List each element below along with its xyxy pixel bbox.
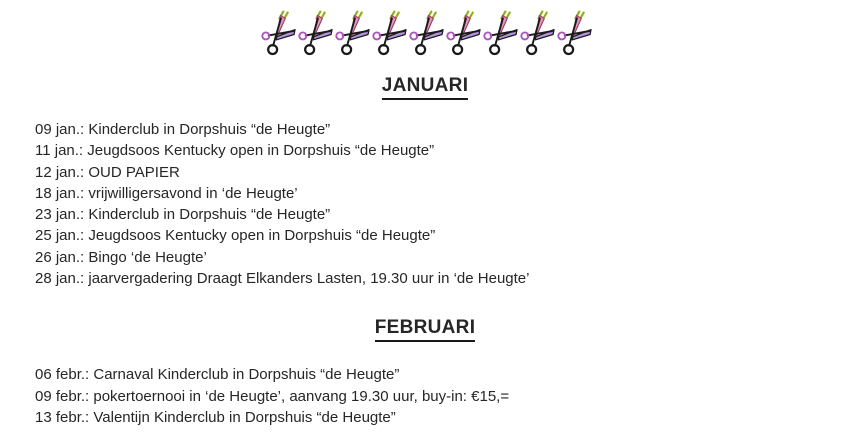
scissors-icon — [518, 8, 555, 58]
event-line: 13 febr.: Valentijn Kinderclub in Dorpshuis “de Heugte” — [35, 408, 396, 426]
scissors-icon — [296, 8, 333, 58]
month-heading-februari — [0, 317, 850, 342]
scissors-icon — [333, 8, 370, 58]
event-line: 06 febr.: Carnaval Kinderclub in Dorpshuis “de Heugte” — [35, 366, 400, 384]
scissors-icon — [481, 8, 518, 58]
scissors-icon — [444, 8, 481, 58]
scissors-icon — [407, 8, 444, 58]
event-line: 09 febr.: pokertoernooi in ‘de Heugte’, aanvang 19.30 uur, buy-in: €15,= — [35, 387, 510, 405]
month-heading-januari — [0, 75, 850, 100]
event-line: 12 jan.: OUD PAPIER — [35, 163, 180, 181]
month-title: JANUARI — [382, 75, 469, 100]
event-line: 25 jan.: Jeugdsoos Kentucky open in Dorpshuis “de Heugte” — [35, 227, 436, 245]
event-line: 26 jan.: Bingo ‘de Heugte’ — [35, 248, 207, 266]
event-line: 18 jan.: vrijwilligersavond in ‘de Heugte’ — [35, 184, 298, 202]
month-title: FEBRUARI — [375, 317, 476, 342]
event-line: 23 jan.: Kinderclub in Dorpshuis “de Heugte” — [35, 206, 331, 224]
scissors-row — [0, 0, 850, 62]
event-list-januari — [0, 119, 850, 289]
scissors-icon — [259, 8, 296, 58]
event-list-februari — [0, 364, 850, 428]
event-line: 28 jan.: jaarvergadering Draagt Elkanders Lasten, 19.30 uur in ‘de Heugte’ — [35, 270, 530, 288]
scissors-icon — [555, 8, 592, 58]
event-line: 11 jan.: Jeugdsoos Kentucky open in Dorpshuis “de Heugte” — [35, 142, 435, 160]
section-januari — [0, 75, 850, 289]
event-line: 09 jan.: Kinderclub in Dorpshuis “de Heugte” — [35, 121, 331, 138]
scissors-icon — [370, 8, 407, 58]
section-februari — [0, 317, 850, 428]
